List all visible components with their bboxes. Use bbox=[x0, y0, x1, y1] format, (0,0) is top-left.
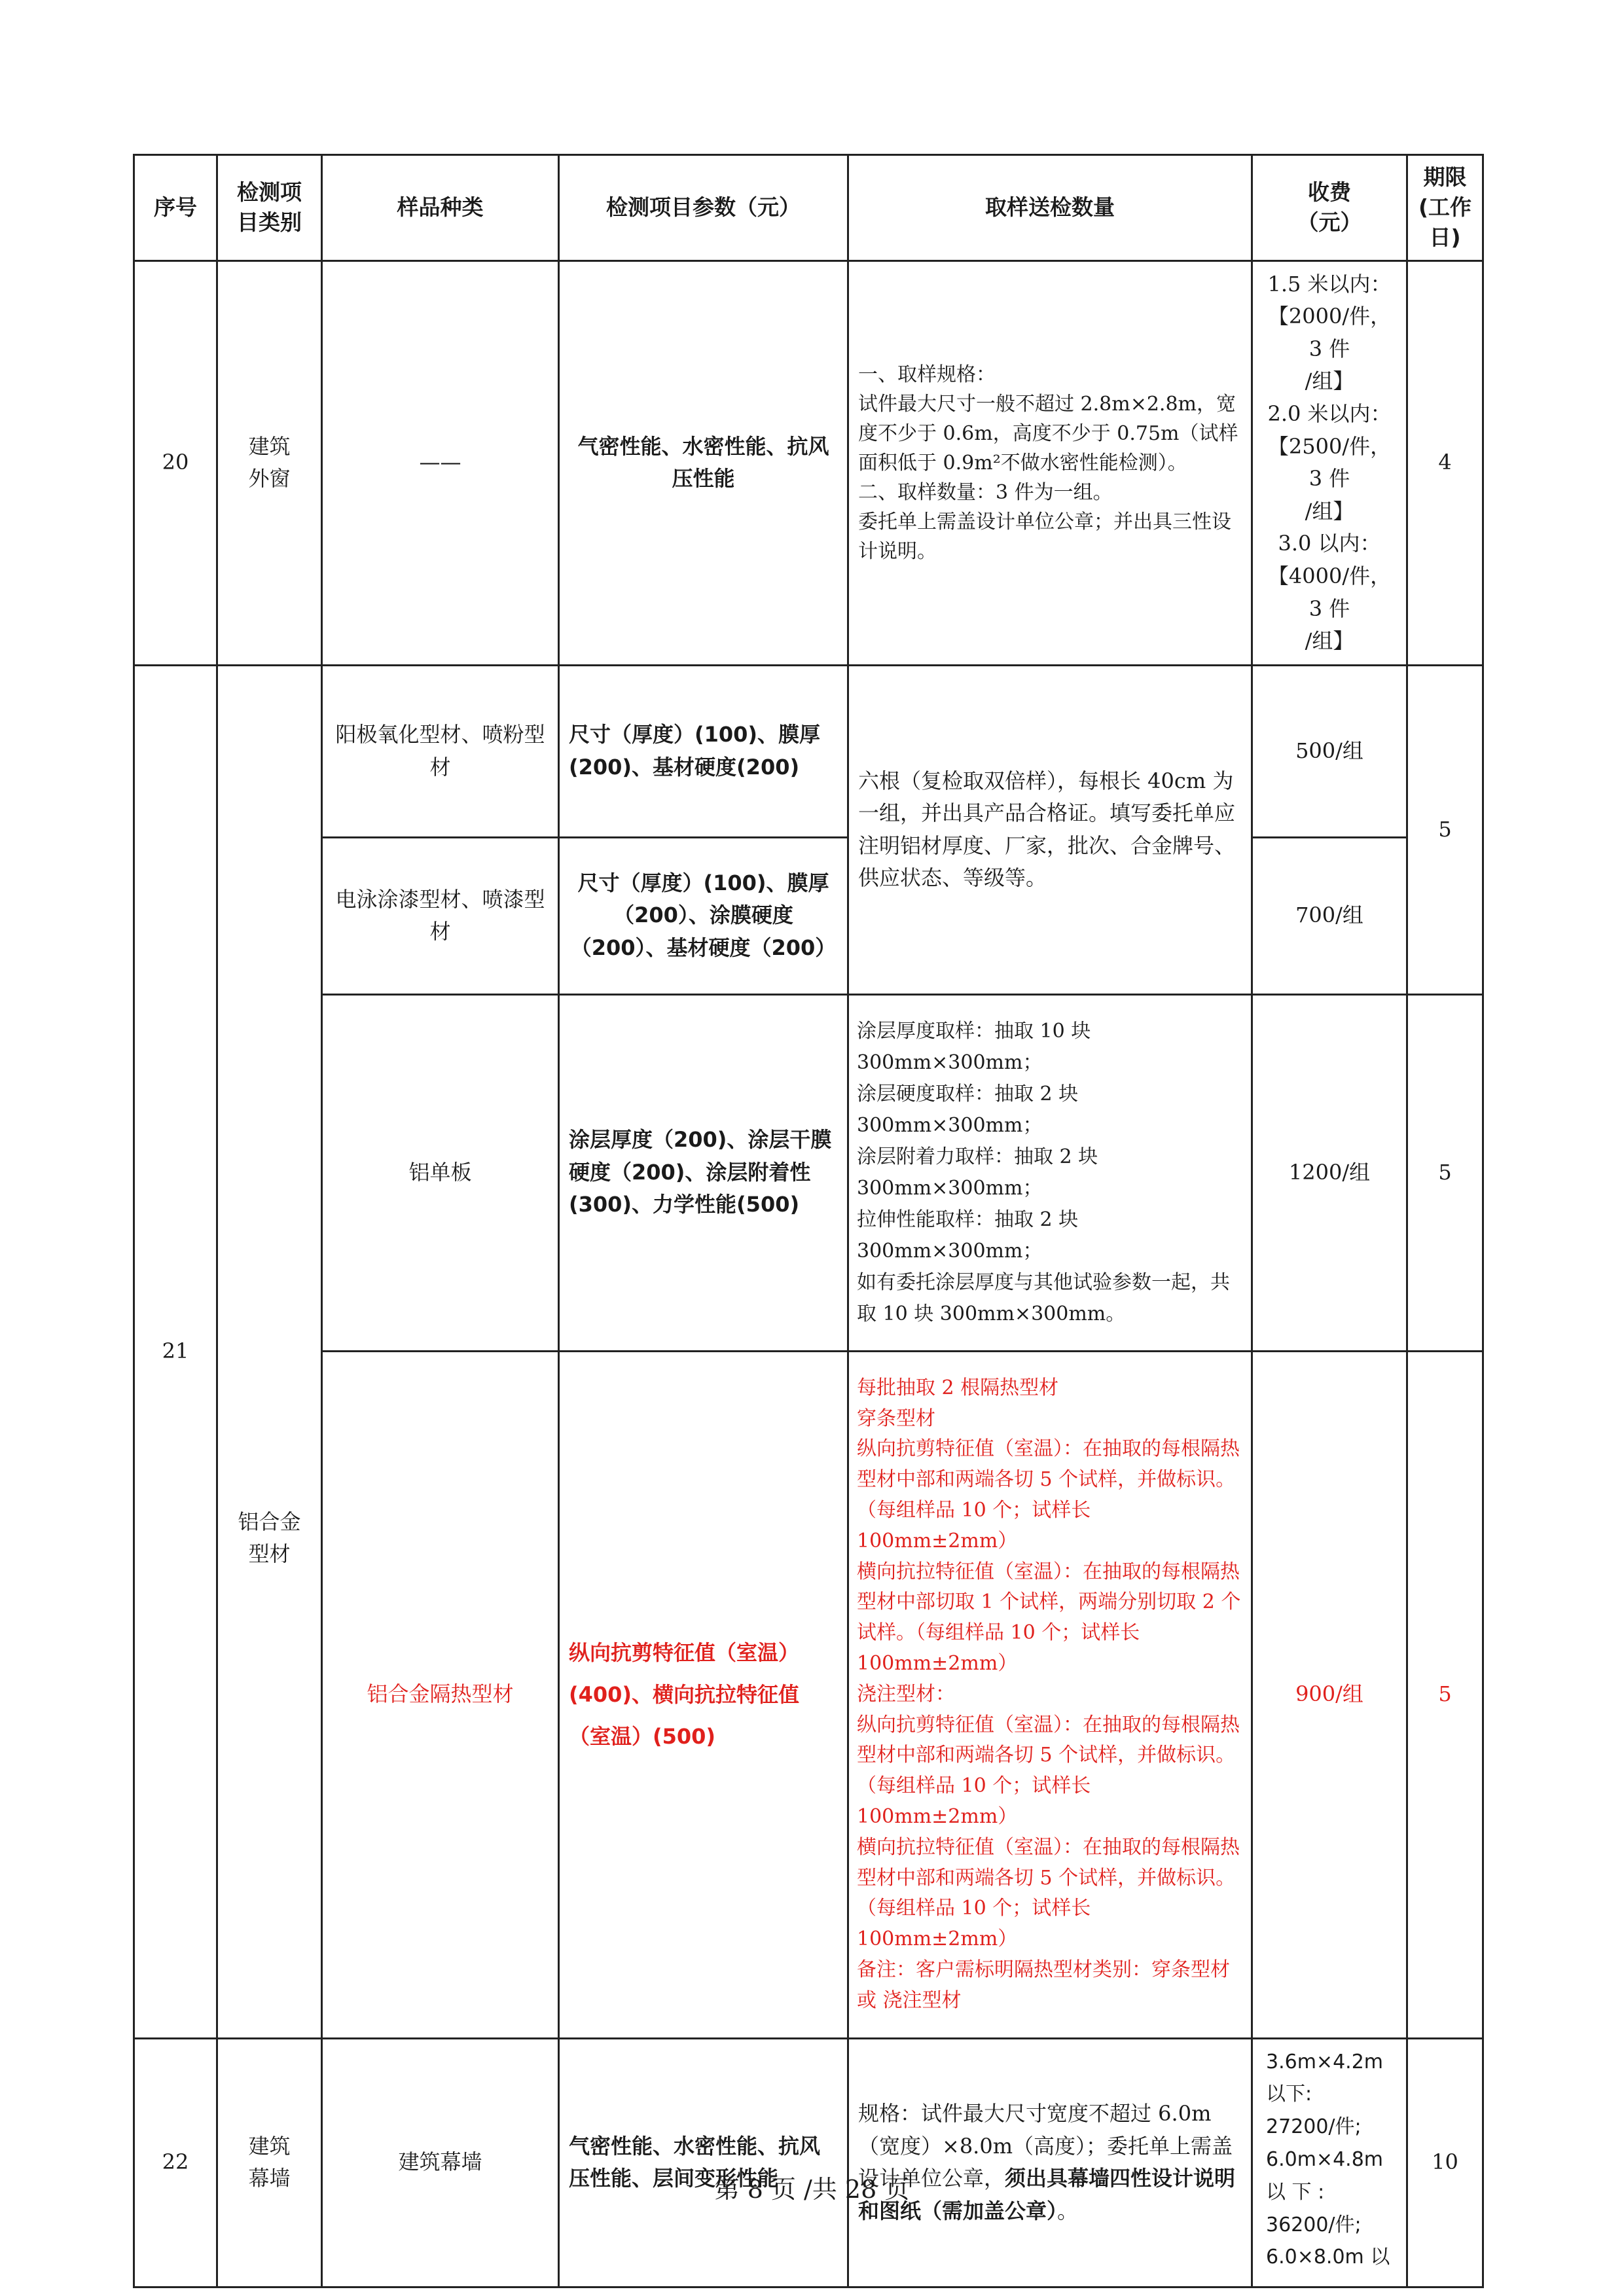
row21a-params: 尺寸（厚度）(100)、膜厚(200)、基材硬度(200) bbox=[559, 665, 848, 837]
header-sample: 样品种类 bbox=[322, 155, 559, 261]
row21c-sampling: 涂层厚度取样：抽取 10 块 300mm×300mm； 涂层硬度取样：抽取 2 块 300mm×300mm； 涂层附着力取样：抽取 2 块 300mm×300mm； 拉伸性能取样：抽取 2 块 300mm×300mm； 如有委托涂层厚度与其他试验参数一起，共取 10 块 300mm×300mm。 bbox=[848, 994, 1252, 1351]
row20-fee: 1.5 米以内： 【2000/件，3 件 /组】 2.0 米以内： 【2500/件，3 件 /组】 3.0 以内： 【4000/件，3 件 /组】 bbox=[1252, 260, 1407, 665]
row21-category: 铝合金 型材 bbox=[217, 665, 322, 2038]
row21d-sample: 铝合金隔热型材 bbox=[322, 1351, 559, 2038]
row21c-period: 5 bbox=[1407, 994, 1483, 1351]
table-row bbox=[134, 837, 1483, 994]
inspection-fee-table bbox=[133, 154, 1484, 2288]
row21d-fee: 900/组 bbox=[1252, 1351, 1407, 2038]
header-category: 检测项 目类别 bbox=[217, 155, 322, 261]
table-row bbox=[134, 2038, 1483, 2287]
row22-sampling-end: 。 bbox=[1057, 2198, 1079, 2223]
header-params: 检测项目参数（元） bbox=[559, 155, 848, 261]
row20-sample: —— bbox=[322, 260, 559, 665]
row21a-sample: 阳极氧化型材、喷粉型材 bbox=[322, 665, 559, 837]
header-sampling: 取样送检数量 bbox=[848, 155, 1252, 261]
row22-sampling-emphasis: 须出具幕墙四性设计说明和图纸（需加盖公章） bbox=[858, 2166, 1236, 2223]
row21a-fee: 500/组 bbox=[1252, 665, 1407, 837]
table-header-row bbox=[134, 155, 1483, 261]
row22-sampling-text: 规格：试件最大尺寸宽度不超过 6.0m（宽度）×8.0m（高度）；委托单上需盖设计单位公章， bbox=[858, 2101, 1233, 2191]
row21b-params: 尺寸（厚度）(100)、膜厚（200）、涂膜硬度（200）、基材硬度（200） bbox=[559, 837, 848, 994]
row22-sampling bbox=[848, 2038, 1252, 2287]
row20-seq: 20 bbox=[134, 260, 217, 665]
row21b-fee: 700/组 bbox=[1252, 837, 1407, 994]
row20-sampling: 一、取样规格： 试件最大尺寸一般不超过 2.8m×2.8m，宽度不少于 0.6m，高度不少于 0.75m（试样面积低于 0.9m²不做水密性能检测）。 二、取样数量：3 件为一组。 委托单上需盖设计单位公章；并出具三性设计说明。 bbox=[848, 260, 1252, 665]
page-footer: 第 8 页 /共 28 页 bbox=[714, 2175, 910, 2204]
row20-category: 建筑 外窗 bbox=[217, 260, 322, 665]
row21d-sampling: 每批抽取 2 根隔热型材 穿条型材 纵向抗剪特征值（室温）：在抽取的每根隔热型材中部和两端各切 5 个试样，并做标识。（每组样品 10 个；试样长 100mm±2mm） 横向抗拉特征值（室温）：在抽取的每根隔热型材中部切取 1 个试样，两端分别切取 2 个试样。（每组样品 10 个；试样长 100mm±2mm） 浇注型材： 纵向抗剪特征值（室温）：在抽取的每根隔热型材中部和两端各切 5 个试样，并做标识。（每组样品 10 个；试样长 100mm±2mm） 横向抗拉特征值（室温）：在抽取的每根隔热型材中部和两端各切 5 个试样，并做标识。（每组样品 10 个；试样长 100mm±2mm） 备注：客户需标明隔热型材类别：穿条型材 或 浇注型材 bbox=[848, 1351, 1252, 2038]
row21c-sample: 铝单板 bbox=[322, 994, 559, 1351]
row21ab-sampling: 六根（复检取双倍样），每根长 40cm 为一组，并出具产品合格证。填写委托单应注明铝材厚度、厂家，批次、合金牌号、供应状态、等级等。 bbox=[848, 665, 1252, 994]
row21-seq: 21 bbox=[134, 665, 217, 2038]
row22-category: 建筑 幕墙 bbox=[217, 2038, 322, 2287]
row21c-params: 涂层厚度（200)、涂层干膜硬度（200)、涂层附着性(300)、力学性能(500) bbox=[559, 994, 848, 1351]
row20-period: 4 bbox=[1407, 260, 1483, 665]
row22-seq: 22 bbox=[134, 2038, 217, 2287]
header-period: 期限 (工作日) bbox=[1407, 155, 1483, 261]
table-row bbox=[134, 994, 1483, 1351]
row21ab-period: 5 bbox=[1407, 665, 1483, 994]
row21d-period: 5 bbox=[1407, 1351, 1483, 2038]
row22-params: 气密性能、水密性能、抗风压性能、层间变形性能 bbox=[559, 2038, 848, 2287]
row22-sample: 建筑幕墙 bbox=[322, 2038, 559, 2287]
row22-fee: 3.6m×4.2m 以下: 27200/件; 6.0m×4.8m 以 下 : 36200/件; 6.0×8.0m 以 bbox=[1252, 2038, 1407, 2287]
header-seq: 序号 bbox=[134, 155, 217, 261]
row21b-sample: 电泳涂漆型材、喷漆型材 bbox=[322, 837, 559, 994]
row21d-params: 纵向抗剪特征值（室温）(400)、横向抗拉特征值（室温）(500) bbox=[559, 1351, 848, 2038]
table-row bbox=[134, 665, 1483, 837]
row22-period: 10 bbox=[1407, 2038, 1483, 2287]
table-row bbox=[134, 1351, 1483, 2038]
row21c-fee: 1200/组 bbox=[1252, 994, 1407, 1351]
row20-params: 气密性能、水密性能、抗风压性能 bbox=[559, 260, 848, 665]
table-row bbox=[134, 260, 1483, 665]
header-fee: 收费 （元） bbox=[1252, 155, 1407, 261]
